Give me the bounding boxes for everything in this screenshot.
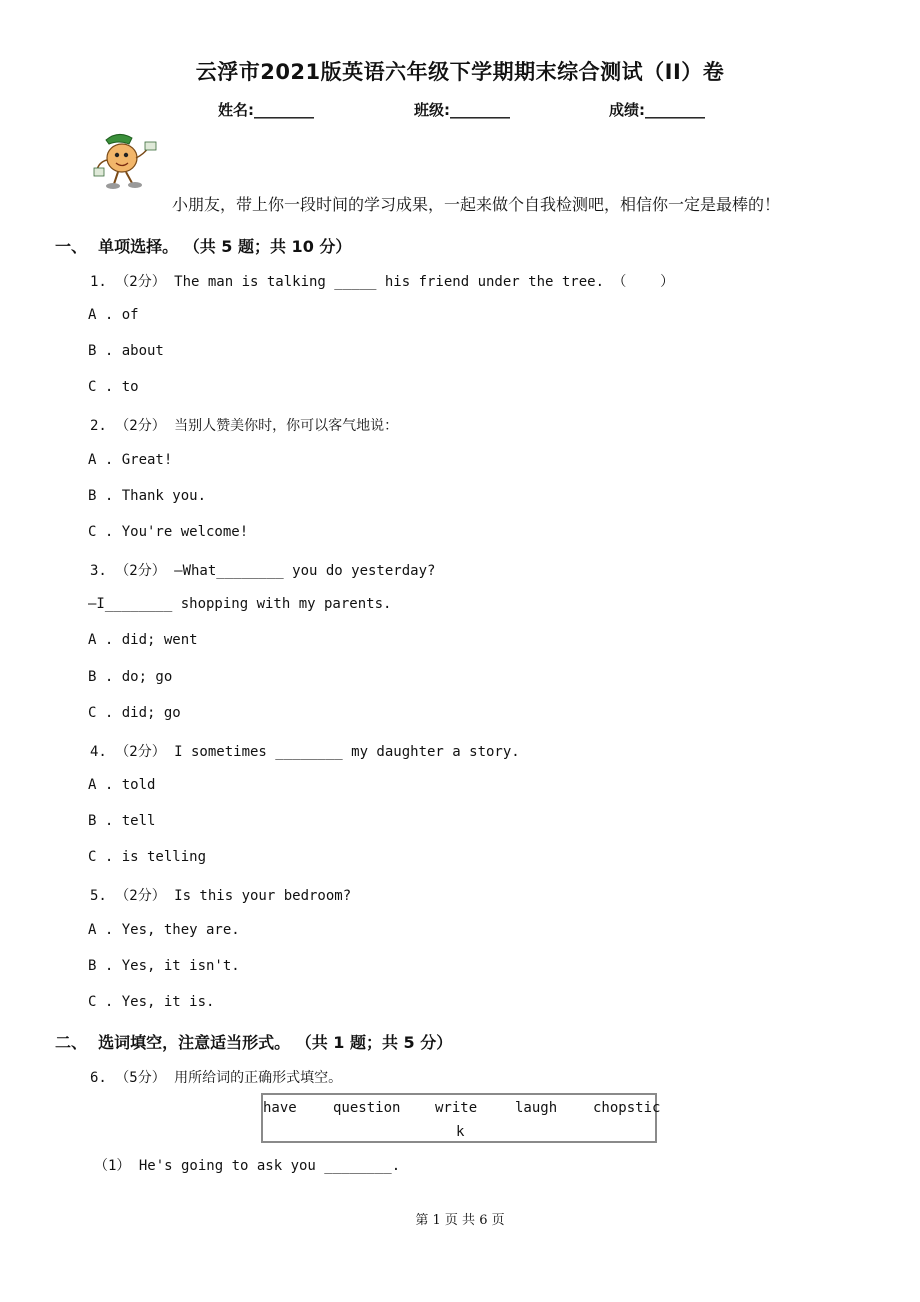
question-2-option-a: A . Great!	[88, 452, 173, 468]
section-1-heading: 一、 单项选择。 （共 5 题；共 10 分）	[55, 237, 352, 256]
question-3-option-c: C . did; go	[88, 705, 181, 721]
name-field-label: 姓名:________	[218, 101, 314, 119]
page-title: 云浮市2021版英语六年级下学期期末综合测试（II）卷	[195, 60, 725, 84]
word-bank-item: laugh	[515, 1100, 558, 1116]
cartoon-mascot-icon	[92, 130, 168, 194]
word-bank-item: question	[333, 1100, 401, 1116]
word-bank-item: have	[263, 1100, 297, 1116]
question-1-option-a: A . of	[88, 307, 139, 323]
question-3-option-a: A . did; went	[88, 632, 198, 648]
word-bank-item: write	[435, 1100, 478, 1116]
question-5-option-c: C . Yes, it is.	[88, 994, 215, 1010]
encouragement-text: 小朋友，带上你一段时间的学习成果，一起来做个自我检测吧，相信你一定是最棒的！	[172, 195, 781, 214]
question-3-stem-line2: —I________ shopping with my parents.	[88, 596, 392, 612]
question-4-option-c: C . is telling	[88, 849, 207, 865]
word-bank-item: chopstic	[593, 1100, 661, 1116]
word-bank-item-wrap: k	[456, 1124, 465, 1140]
page-footer: 第 1 页 共 6 页	[415, 1213, 505, 1228]
question-4-option-b: B . tell	[88, 813, 156, 829]
question-6-stem: 6. （5分） 用所给词的正确形式填空。	[90, 1070, 343, 1086]
question-1-option-c: C . to	[88, 379, 139, 395]
question-4-stem: 4. （2分） I sometimes ________ my daughter a story.	[90, 744, 520, 760]
question-2-option-c: C . You're welcome!	[88, 524, 249, 540]
score-field-label: 成绩:________	[609, 101, 705, 119]
section-2-heading: 二、 选词填空，注意适当形式。 （共 1 题；共 5 分）	[55, 1033, 453, 1052]
word-bank-box	[261, 1093, 661, 1143]
question-5-stem: 5. （2分） Is this your bedroom?	[90, 888, 352, 904]
question-3-stem: 3. （2分） —What________ you do yesterday?	[90, 563, 436, 579]
question-6-subitem-1: （1） He's going to ask you ________.	[94, 1158, 401, 1174]
question-5-option-a: A . Yes, they are.	[88, 922, 240, 938]
question-5-option-b: B . Yes, it isn't.	[88, 958, 240, 974]
question-2-option-b: B . Thank you.	[88, 488, 207, 504]
question-2-stem: 2. （2分） 当别人赞美你时，你可以客气地说：	[90, 418, 399, 434]
question-1-option-b: B . about	[88, 343, 164, 359]
class-field-label: 班级:________	[414, 101, 510, 119]
question-4-option-a: A . told	[88, 777, 156, 793]
question-1-stem: 1. （2分） The man is talking _____ his friend under the tree. （ ）	[90, 274, 675, 290]
question-3-option-b: B . do; go	[88, 669, 173, 685]
